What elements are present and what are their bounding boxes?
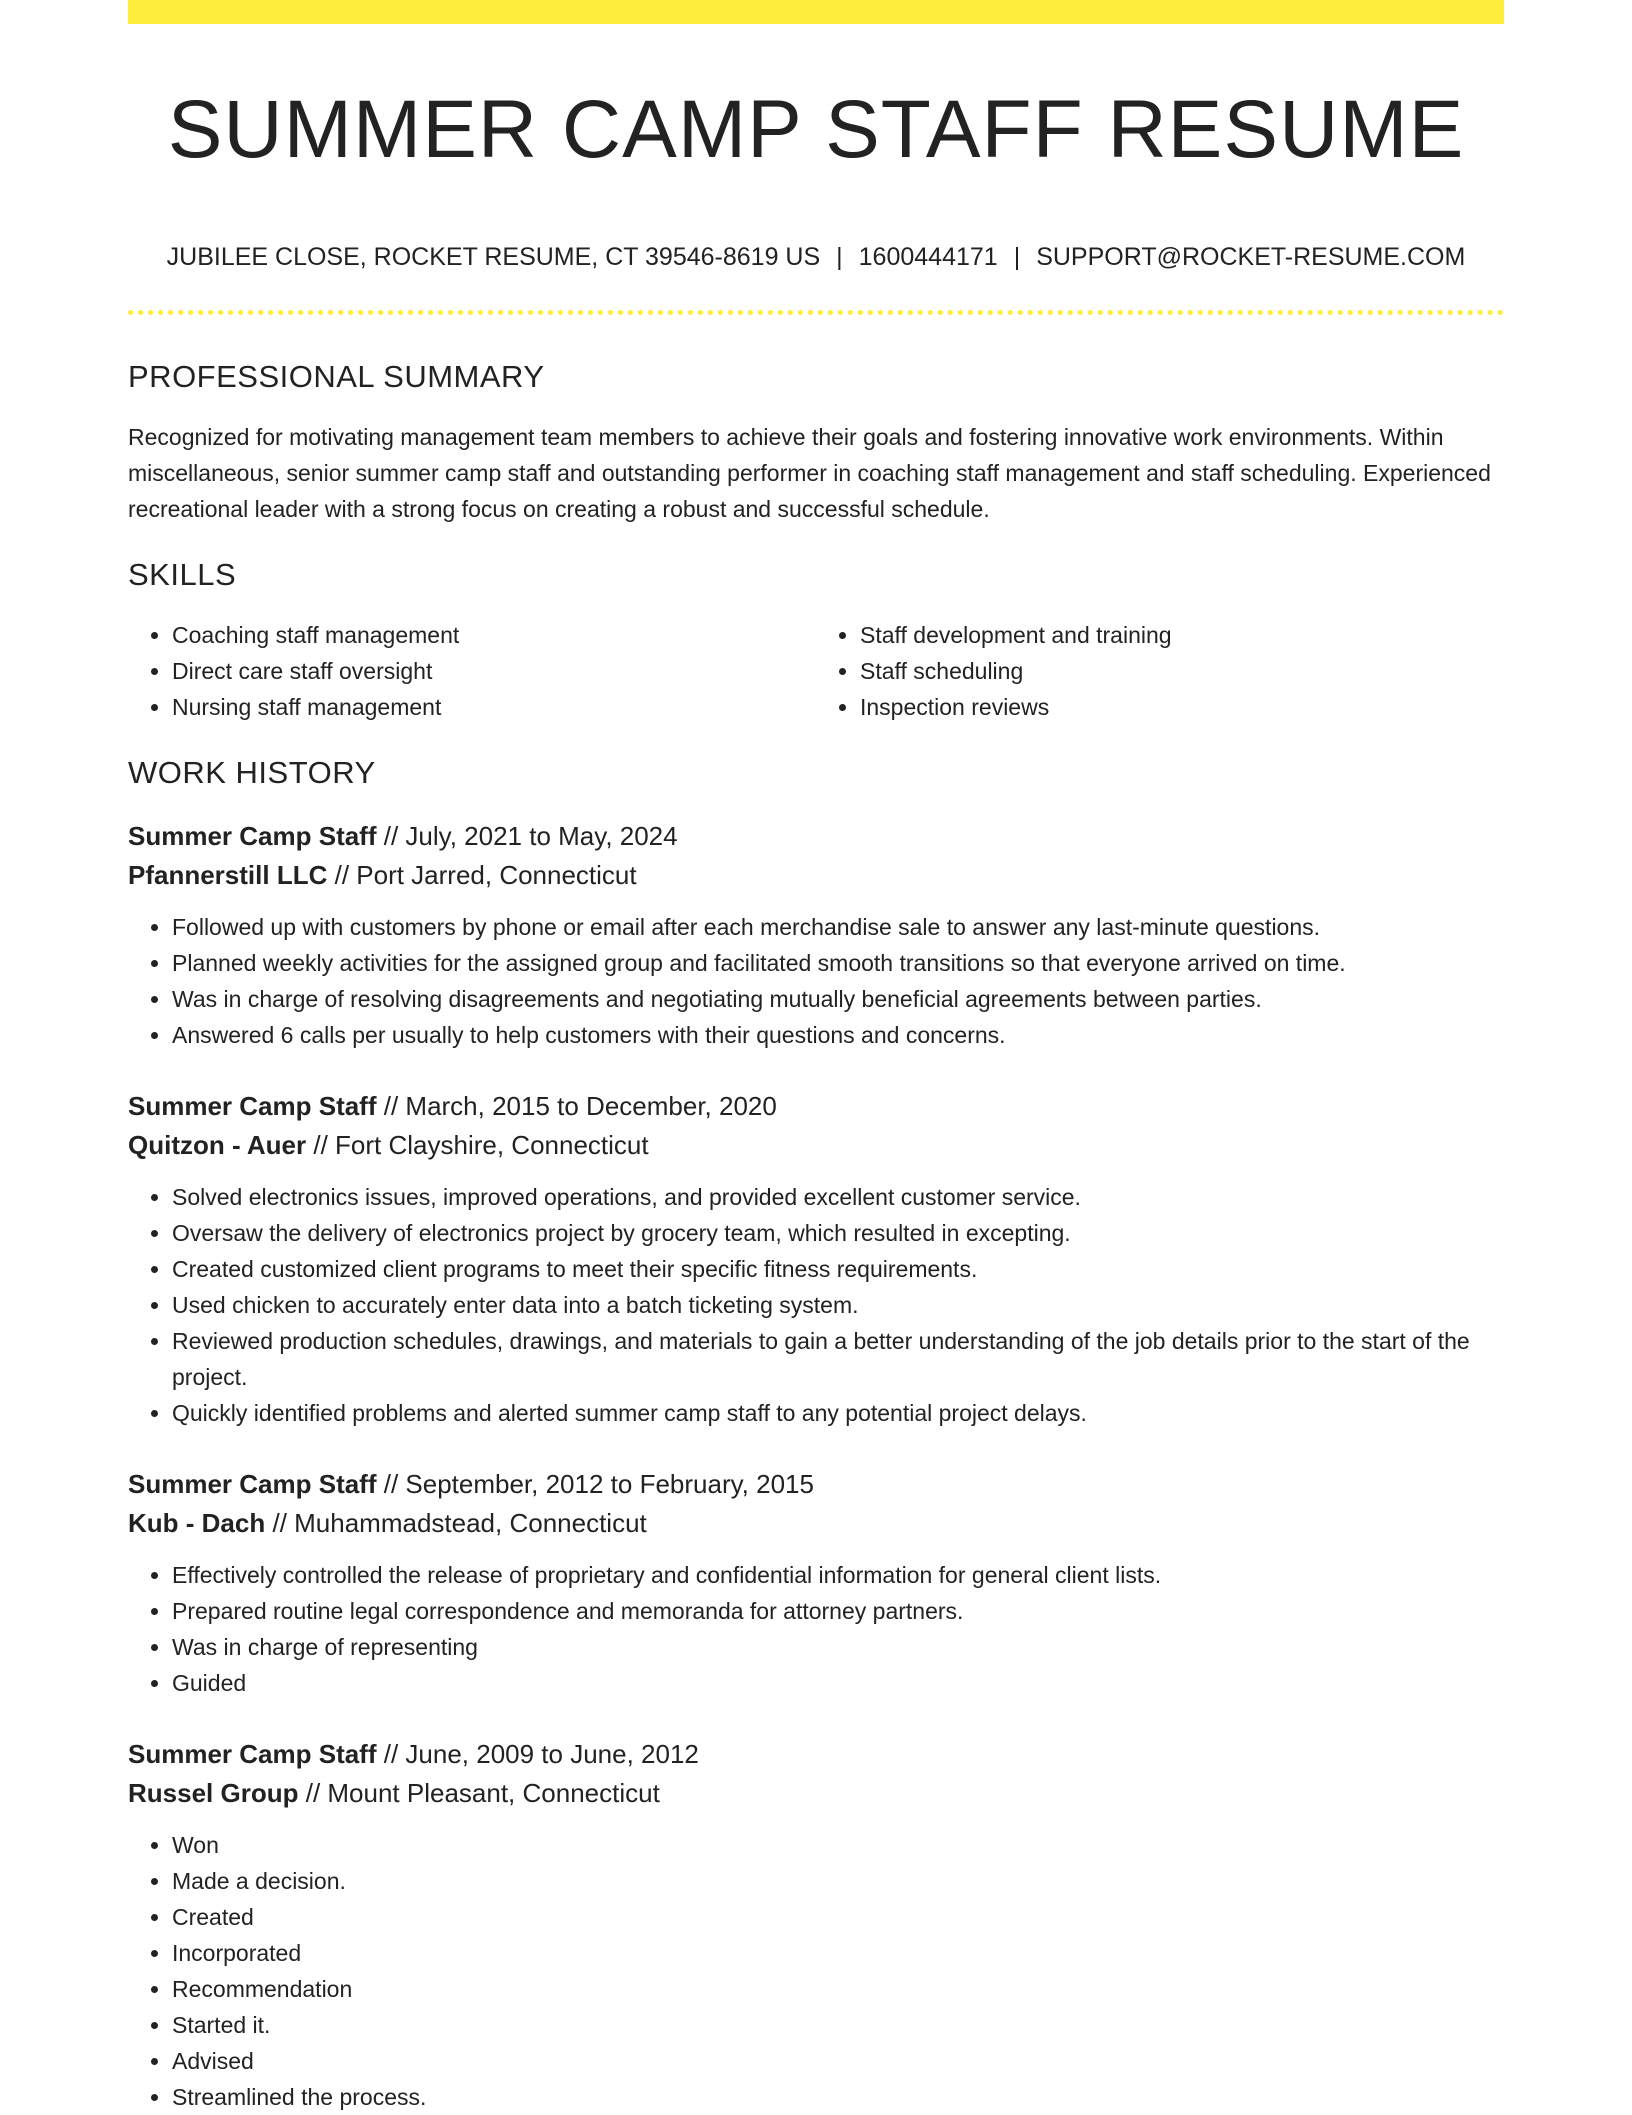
job-bullet: • Was in charge of representing xyxy=(172,1629,1504,1665)
job-company-line xyxy=(128,1504,1504,1543)
job-company: Pfannerstill LLC xyxy=(128,860,328,890)
skill-item: • Nursing staff management xyxy=(172,689,816,725)
summary-text: Recognized for motivating management team members to achieve their goals and fostering innovative work environments. Within miscellaneous, senior summer camp staff and outstanding performer in coaching staff management and staff scheduling. Experienced recreational leader with a strong focus on creating a robust and successful schedule. xyxy=(128,424,1491,522)
job-bullet: • Prepared routine legal correspondence and memoranda for attorney partners. xyxy=(172,1593,1504,1629)
job-role: Summer Camp Staff xyxy=(128,1469,377,1499)
job-bullet: • Was in charge of resolving disagreements and negotiating mutually beneficial agreements between parties. xyxy=(172,981,1504,1017)
job-role-line xyxy=(128,1087,1504,1126)
job-entry xyxy=(128,817,1504,1053)
job-bullet: • Followed up with customers by phone or email after each merchandise sale to answer any last-minute questions. xyxy=(172,909,1504,945)
job-bullets xyxy=(128,1557,1504,1701)
job-bullet: • Streamlined the process. xyxy=(172,2079,1504,2115)
job-role-line xyxy=(128,1465,1504,1504)
job-role: Summer Camp Staff xyxy=(128,821,377,851)
job-entry xyxy=(128,1465,1504,1701)
work-history-heading: WORK HISTORY xyxy=(128,755,376,790)
job-bullet: • Planned weekly activities for the assigned group and facilitated smooth transitions so that everyone arrived on time. xyxy=(172,945,1504,981)
job-bullet: • Incorporated xyxy=(172,1935,1504,1971)
resume-page xyxy=(128,0,1504,2115)
job-company-line xyxy=(128,1126,1504,1165)
contact-email: SUPPORT@ROCKET-RESUME.COM xyxy=(1036,243,1466,271)
job-bullet: • Solved electronics issues, improved operations, and provided excellent customer service. xyxy=(172,1179,1504,1215)
job-company: Russel Group xyxy=(128,1778,299,1808)
contact-separator: | xyxy=(836,243,843,271)
job-bullets xyxy=(128,1179,1504,1431)
job-location: // Port Jarred, Connecticut xyxy=(334,860,637,890)
top-accent-bar xyxy=(128,0,1504,24)
job-bullet: • Advised xyxy=(172,2043,1504,2079)
job-bullets xyxy=(128,1827,1504,2115)
contact-address: JUBILEE CLOSE, ROCKET RESUME, CT 39546-8619 US xyxy=(166,243,821,271)
skills-heading: SKILLS xyxy=(128,557,237,592)
skill-item: • Staff scheduling xyxy=(860,653,1504,689)
skill-item: • Staff development and training xyxy=(860,617,1504,653)
job-bullet: • Quickly identified problems and alerted summer camp staff to any potential project delays. xyxy=(172,1395,1504,1431)
skill-item: • Direct care staff oversight xyxy=(172,653,816,689)
job-bullets xyxy=(128,909,1504,1053)
job-bullet: • Created xyxy=(172,1899,1504,1935)
skills-column-left xyxy=(128,617,816,725)
job-role-line xyxy=(128,1735,1504,1774)
job-bullet: • Guided xyxy=(172,1665,1504,1701)
job-dates: // July, 2021 to May, 2024 xyxy=(383,821,678,851)
job-entry xyxy=(128,1087,1504,1431)
job-company: Kub - Dach xyxy=(128,1508,266,1538)
job-bullet: • Effectively controlled the release of proprietary and confidential information for general client lists. xyxy=(172,1557,1504,1593)
job-dates: // June, 2009 to June, 2012 xyxy=(383,1739,699,1769)
job-location: // Fort Clayshire, Connecticut xyxy=(313,1130,649,1160)
contact-line xyxy=(128,242,1504,272)
skill-item: • Inspection reviews xyxy=(860,689,1504,725)
job-company-line xyxy=(128,1774,1504,1813)
job-bullet: • Used chicken to accurately enter data into a batch ticketing system. xyxy=(172,1287,1504,1323)
job-role: Summer Camp Staff xyxy=(128,1739,377,1769)
job-role: Summer Camp Staff xyxy=(128,1091,377,1121)
job-bullet: • Oversaw the delivery of electronics project by grocery team, which resulted in excepting. xyxy=(172,1215,1504,1251)
skill-item: • Coaching staff management xyxy=(172,617,816,653)
job-location: // Mount Pleasant, Connecticut xyxy=(305,1778,660,1808)
resume-title: SUMMER CAMP STAFF RESUME xyxy=(167,84,1465,175)
job-company: Quitzon - Auer xyxy=(128,1130,307,1160)
summary-heading: PROFESSIONAL SUMMARY xyxy=(128,359,545,394)
job-bullet: • Made a decision. xyxy=(172,1863,1504,1899)
job-bullet: • Reviewed production schedules, drawings, and materials to gain a better understanding of the job details prior to the start of the project. xyxy=(172,1323,1504,1395)
contact-phone: 1600444171 xyxy=(858,243,998,271)
job-bullet: • Created customized client programs to meet their specific fitness requirements. xyxy=(172,1251,1504,1287)
job-bullet: • Recommendation xyxy=(172,1971,1504,2007)
job-dates: // September, 2012 to February, 2015 xyxy=(383,1469,814,1499)
dotted-divider xyxy=(128,310,1504,315)
job-bullet: • Started it. xyxy=(172,2007,1504,2043)
job-entry xyxy=(128,1735,1504,2115)
job-company-line xyxy=(128,856,1504,895)
job-dates: // March, 2015 to December, 2020 xyxy=(383,1091,777,1121)
job-bullet: • Answered 6 calls per usually to help customers with their questions and concerns. xyxy=(172,1017,1504,1053)
skills-column-right xyxy=(816,617,1504,725)
skills-list xyxy=(128,617,1504,725)
job-role-line xyxy=(128,817,1504,856)
contact-separator: | xyxy=(1013,243,1021,271)
job-location: // Muhammadstead, Connecticut xyxy=(272,1508,647,1538)
job-bullet: • Won xyxy=(172,1827,1504,1863)
